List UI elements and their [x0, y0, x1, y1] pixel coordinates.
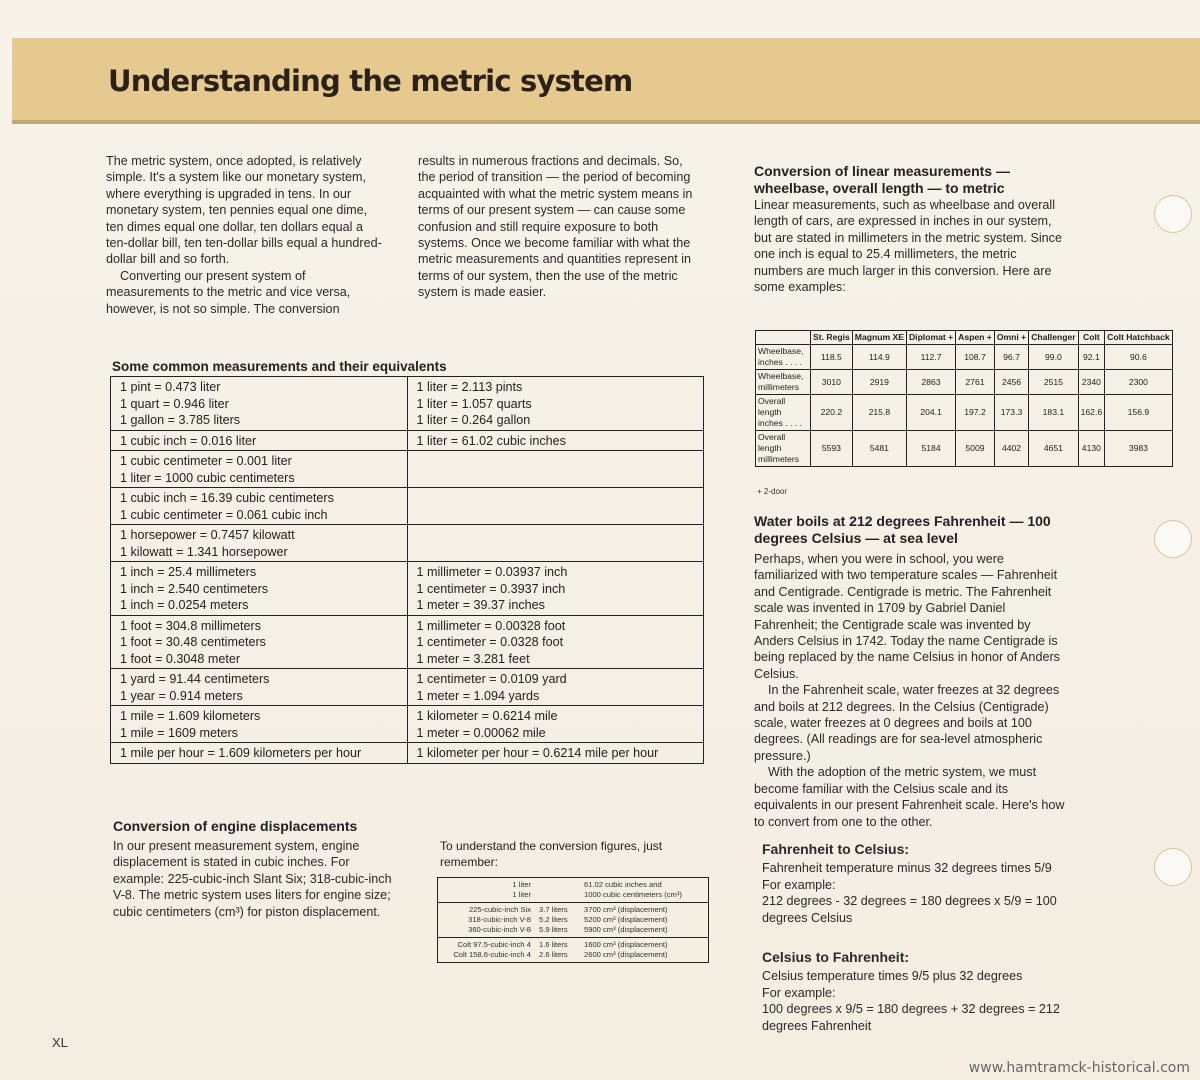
page-number: XL	[52, 1035, 68, 1050]
measurement-equivalence: 1 meter = 1.094 yards	[416, 688, 540, 703]
measurement-equivalence: 1 foot = 304.8 millimeters	[120, 618, 262, 633]
measurement-cell-right	[407, 525, 704, 562]
measurement-equivalence: 1 yard = 91.44 centimeters	[120, 672, 270, 686]
page-title: Understanding the metric system	[108, 64, 633, 98]
car-dimension-value: 3010	[811, 370, 853, 395]
measurement-cell-right	[407, 743, 704, 764]
engine-table-cell: 360-cubic-inch V-8	[468, 925, 531, 934]
engine-table-row	[438, 940, 708, 950]
measurement-cell-left	[111, 706, 408, 743]
remember-text: To understand the conversion figures, just remember:	[440, 839, 663, 869]
engine-table-cell: 5.9 liters	[539, 925, 568, 934]
measurement-equivalence: 1 inch = 25.4 millimeters	[120, 565, 257, 579]
measurement-cell-right	[407, 706, 704, 743]
measurement-cell-left	[111, 377, 408, 431]
engine-table-cell: 1 liter	[512, 880, 531, 889]
car-dimension-value: 118.5	[811, 345, 853, 370]
engine-table-cell: 225-cubic-inch Six	[468, 905, 531, 914]
measurement-row	[111, 562, 704, 616]
engine-table-cell: 5.2 liters	[539, 915, 568, 924]
measurement-equivalence: 1 mile = 1609 meters	[120, 725, 238, 740]
measurement-equivalence: 1 millimeter = 0.00328 foot	[416, 618, 566, 633]
binder-hole-bottom	[1154, 848, 1192, 886]
car-model-header: St. Regis	[811, 331, 853, 345]
engine-table-cell: 1.6 liters	[539, 940, 568, 949]
car-dimension-value: 215.8	[852, 395, 906, 431]
engine-table-cell: 61.02 cubic inches and	[584, 880, 662, 889]
measurement-equivalence: 1 mile = 1.609 kilometers	[120, 709, 261, 723]
car-dimension-value: 173.3	[994, 395, 1028, 431]
measurement-equivalence: 1 meter = 39.37 inches	[416, 598, 545, 612]
car-dimension-label: Wheelbase, inches . . . .	[756, 345, 811, 370]
engine-table-row	[438, 915, 708, 925]
measurement-equivalence: 1 foot = 0.3048 meter	[120, 651, 241, 666]
car-dimension-value: 2863	[906, 370, 955, 395]
engine-table-cell	[539, 890, 584, 900]
measurement-equivalence: 1 mile per hour = 1.609 kilometers per hour	[120, 746, 362, 760]
measurement-equivalence: 1 quart = 0.946 liter	[120, 396, 229, 411]
measurement-row	[111, 451, 704, 488]
measurement-equivalence: 1 liter = 1000 cubic centimeters	[120, 470, 295, 485]
engine-table-cell: 5200 cm³ (displacement)	[584, 915, 668, 924]
car-dimension-value: 96.7	[994, 345, 1028, 370]
engine-table-row	[438, 890, 708, 900]
measurement-equivalence: 1 millimeter = 0.03937 inch	[416, 565, 568, 579]
measurement-row	[111, 615, 704, 669]
engine-table-cell: 5900 cm³ (displacement)	[584, 925, 668, 934]
engine-conversion-table	[437, 877, 709, 963]
car-dimension-value: 220.2	[811, 395, 853, 431]
watermark: www.hamtramck-historical.com	[968, 1060, 1190, 1076]
engine-table-cell: 318-cubic-inch V-8	[468, 915, 531, 924]
measurement-cell-left	[111, 743, 408, 764]
measurement-equivalence: 1 kilowatt = 1.341 horsepower	[120, 544, 288, 559]
car-dimension-value: 2919	[852, 370, 906, 395]
measurement-cell-right	[407, 451, 704, 488]
measurement-equivalence: 1 inch = 2.540 centimeters	[120, 581, 269, 596]
car-dimension-value: 108.7	[956, 345, 995, 370]
car-dimension-value: 156.9	[1105, 395, 1173, 431]
measurement-equivalence: 1 kilometer = 0.6214 mile	[416, 709, 558, 723]
engine-table-row	[438, 925, 708, 935]
measurement-equivalence: 1 cubic centimeter = 0.061 cubic inch	[120, 507, 328, 522]
binder-hole-top	[1154, 195, 1192, 233]
measurement-equivalence: 1 foot = 30.48 centimeters	[120, 635, 266, 649]
car-dimension-value: 2300	[1105, 370, 1173, 395]
car-dimension-value: 2340	[1078, 370, 1105, 395]
c2f-formula: Celsius temperature times 9/5 plus 32 degrees	[762, 969, 1023, 984]
two-door-note: + 2-door	[757, 487, 788, 496]
car-table-corner	[756, 331, 811, 345]
measurement-equivalence: 1 meter = 3.281 feet	[416, 651, 530, 666]
measurement-cell-left	[111, 669, 408, 706]
linear-section-title: Conversion of linear measurements — wheelbase, overall length — to metric	[754, 163, 1010, 196]
measurement-equivalence: 1 liter = 61.02 cubic inches	[416, 433, 566, 448]
water-paragraph-3: With the adoption of the metric system, we must become familiar with the Celsius scale and its equivalents in our present Fahrenheit scale. Here's how to convert from one to the other.	[754, 765, 1065, 829]
measurement-row	[111, 377, 704, 431]
measurement-equivalence: 1 year = 0.914 meters	[120, 688, 243, 703]
intro-paragraph-2: Converting our present system of measurements to the metric and vice versa, however, is not so simple. The conversion	[106, 268, 351, 316]
measurement-equivalence: 1 kilometer per hour = 0.6214 mile per hour	[416, 746, 659, 760]
car-model-header: Challenger	[1029, 331, 1078, 345]
car-dimension-value: 4651	[1029, 431, 1078, 467]
car-dimension-value: 99.0	[1029, 345, 1078, 370]
car-dimension-value: 2515	[1029, 370, 1078, 395]
measurement-cell-left	[111, 562, 408, 616]
car-dimension-label: Overall length millimeters	[756, 431, 811, 467]
car-model-header: Omni +	[994, 331, 1028, 345]
measurement-equivalence: 1 inch = 0.0254 meters	[120, 598, 249, 612]
measurement-equivalence: 1 meter = 0.00062 mile	[416, 725, 546, 740]
car-model-header: Aspen +	[956, 331, 995, 345]
measurement-row	[111, 669, 704, 706]
car-dimension-value: 3983	[1105, 431, 1173, 467]
linear-section	[754, 163, 1064, 295]
measurement-cell-right	[407, 377, 704, 431]
intro-paragraph-3: results in numerous fractions and decimals. So, the period of transition — the period of becoming acquainted with what the metric system means in terms of our present system — can cause some confusion and still require exposure to both systems. Once we become familiar with what the metric measurements and quantities represent in terms of our system, then the use of the metric system is made easier.	[418, 154, 693, 300]
water-paragraph-2: In the Fahrenheit scale, water freezes at 32 degrees and boils at 212 degrees. In the Celsius (Centigrade) scale, water freezes at 0 degrees and boils at 100 degrees. (All readings are for sea-level atmospheric pressure.)	[754, 683, 1060, 763]
engine-table-block	[438, 878, 708, 903]
measurement-row	[111, 430, 704, 451]
measurement-cell-right	[407, 488, 704, 525]
car-dimension-row	[756, 395, 1173, 431]
c2f-title: Celsius to Fahrenheit:	[762, 949, 910, 965]
c2f-example-label: For example:	[762, 985, 836, 1000]
engine-table-cell: 2.6 liters	[539, 950, 568, 959]
car-dimension-value: 4402	[994, 431, 1028, 467]
engine-table-row	[438, 880, 708, 890]
car-dimension-value: 2761	[956, 370, 995, 395]
car-dimension-value: 204.1	[906, 395, 955, 431]
measurement-equivalence: 1 cubic inch = 0.016 liter	[120, 433, 257, 448]
car-dimension-label: Overall length inches . . . .	[756, 395, 811, 431]
engine-table-block	[438, 938, 708, 962]
measurement-cell-left	[111, 430, 408, 451]
binder-hole-middle	[1154, 520, 1192, 558]
car-model-header: Colt Hatchback	[1105, 331, 1173, 345]
measurement-cell-left	[111, 525, 408, 562]
measurement-equivalence: 1 centimeter = 0.0109 yard	[416, 672, 567, 686]
car-model-header: Magnum XE	[852, 331, 906, 345]
car-dimension-value: 4130	[1078, 431, 1105, 467]
measurement-equivalence: 1 cubic centimeter = 0.001 liter	[120, 454, 292, 468]
engine-table-cell: 2600 cm³ (displacement)	[584, 950, 668, 959]
measurement-row	[111, 743, 704, 764]
intro-paragraph-1: The metric system, once adopted, is relatively simple. It's a system like our monetary system, where everything is upgraded in tens. In our monetary system, ten pennies equal one dime, ten dimes equal one dollar, ten dollars equal a ten-dollar bill, ten ten-dollar bills equal a hundred-dollar bill and so forth.	[106, 154, 382, 267]
f2c-title: Fahrenheit to Celsius:	[762, 841, 910, 857]
car-dimension-value: 162.6	[1078, 395, 1105, 431]
engine-table-cell: 1000 cubic centimeters (cm³)	[584, 890, 682, 899]
car-dimension-label: Wheelbase, millimeters	[756, 370, 811, 395]
measurements-table	[110, 376, 704, 764]
intro-column-2	[418, 153, 694, 301]
f2c-formula: Fahrenheit temperature minus 32 degrees times 5/9	[762, 861, 1052, 876]
car-dimension-value: 112.7	[906, 345, 955, 370]
engine-table-cell: 3700 cm³ (displacement)	[584, 905, 668, 914]
measurement-row	[111, 488, 704, 525]
engine-table-cell: 1600 cm³ (displacement)	[584, 940, 668, 949]
engine-table-cell: 1 liter	[512, 890, 531, 899]
engine-table-cell: 3.7 liters	[539, 905, 568, 914]
water-paragraph-1: Perhaps, when you were in school, you were familiarized with two temperature scales — Fahrenheit and Centigrade. Centigrade is metric. The Fahrenheit scale was invented in 1709 by Gabriel Daniel Fahrenheit; the Centigrade scale was invented by Anders Celsius in 1742. Today the name Centigrade is being replaced by the name Celsius in honor of Anders Celsius.	[754, 552, 1060, 681]
car-model-header: Colt	[1078, 331, 1105, 345]
measurement-equivalence: 1 liter = 1.057 quarts	[416, 396, 532, 411]
measurement-equivalence: 1 horsepower = 0.7457 kilowatt	[120, 528, 295, 542]
car-dimension-row	[756, 345, 1173, 370]
engine-section-title: Conversion of engine displacements	[113, 818, 358, 834]
car-dimensions-table	[755, 330, 1173, 467]
engine-table-cell: Colt 158.6-cubic-inch 4	[453, 950, 531, 959]
car-dimension-value: 5009	[956, 431, 995, 467]
car-dimension-value: 2456	[994, 370, 1028, 395]
measurement-equivalence: 1 cubic inch = 16.39 cubic centimeters	[120, 491, 334, 505]
measurement-equivalence: 1 pint = 0.473 liter	[120, 380, 221, 394]
engine-section-text: In our present measurement system, engine displacement is stated in cubic inches. For example: 225-cubic-inch Slant Six; 318-cubic-inch V-8. The metric system uses liters for engine size; cubic centimeters (cm³) for piston displacement.	[113, 839, 392, 919]
car-dimension-value: 197.2	[956, 395, 995, 431]
measurement-row	[111, 525, 704, 562]
intro-column-1	[106, 153, 388, 317]
car-model-header: Diplomat +	[906, 331, 955, 345]
car-dimension-value: 183.1	[1029, 395, 1078, 431]
fahrenheit-to-celsius	[762, 841, 1072, 926]
car-dimension-value: 5481	[852, 431, 906, 467]
linear-section-text: Linear measurements, such as wheelbase and overall length of cars, are expressed in inches in our system, but are stated in millimeters in the metric system. Since one inch is equal to 25.4 millimeters, the metric numbers are much larger in this conversion. Here are some examples:	[754, 198, 1062, 295]
f2c-example-label: For example:	[762, 877, 836, 892]
measurement-equivalence: 1 gallon = 3.785 liters	[120, 413, 241, 427]
car-dimension-value: 5593	[811, 431, 853, 467]
measurement-cell-right	[407, 562, 704, 616]
engine-table-row	[438, 905, 708, 915]
car-dimension-value: 114.9	[852, 345, 906, 370]
measurement-equivalence: 1 centimeter = 0.3937 inch	[416, 581, 566, 596]
measurement-cell-right	[407, 430, 704, 451]
f2c-example: 212 degrees - 32 degrees = 180 degrees x 5/9 = 100 degrees Celsius	[762, 894, 1057, 925]
measurement-row	[111, 706, 704, 743]
car-dimension-value: 5184	[906, 431, 955, 467]
car-dimension-value: 92.1	[1078, 345, 1105, 370]
engine-table-block	[438, 903, 708, 938]
c2f-example: 100 degrees x 9/5 = 180 degrees + 32 degrees = 212 degrees Fahrenheit	[762, 1002, 1060, 1033]
measurement-equivalence: 1 liter = 0.264 gallon	[416, 413, 531, 427]
measurement-equivalence: 1 liter = 2.113 pints	[416, 380, 523, 394]
engine-table-cell	[539, 880, 584, 890]
celsius-to-fahrenheit	[762, 949, 1072, 1034]
measurement-cell-right	[407, 669, 704, 706]
measurement-cell-right	[407, 615, 704, 669]
engine-table-row	[438, 950, 708, 960]
water-section-title: Water boils at 212 degrees Fahrenheit — 100 degrees Celsius — at sea level	[754, 513, 1051, 546]
measurements-title: Some common measurements and their equivalents	[112, 359, 447, 374]
measurement-cell-left	[111, 451, 408, 488]
engine-table-cell: Colt 97.5-cubic-inch 4	[457, 940, 531, 949]
car-dimension-row	[756, 431, 1173, 467]
measurement-cell-left	[111, 488, 408, 525]
water-section-text	[754, 551, 1066, 830]
car-dimension-value: 90.6	[1105, 345, 1173, 370]
measurement-equivalence: 1 centimeter = 0.0328 foot	[416, 635, 564, 649]
title-band-shadow	[12, 120, 1200, 124]
car-dimension-row	[756, 370, 1173, 395]
measurement-cell-left	[111, 615, 408, 669]
